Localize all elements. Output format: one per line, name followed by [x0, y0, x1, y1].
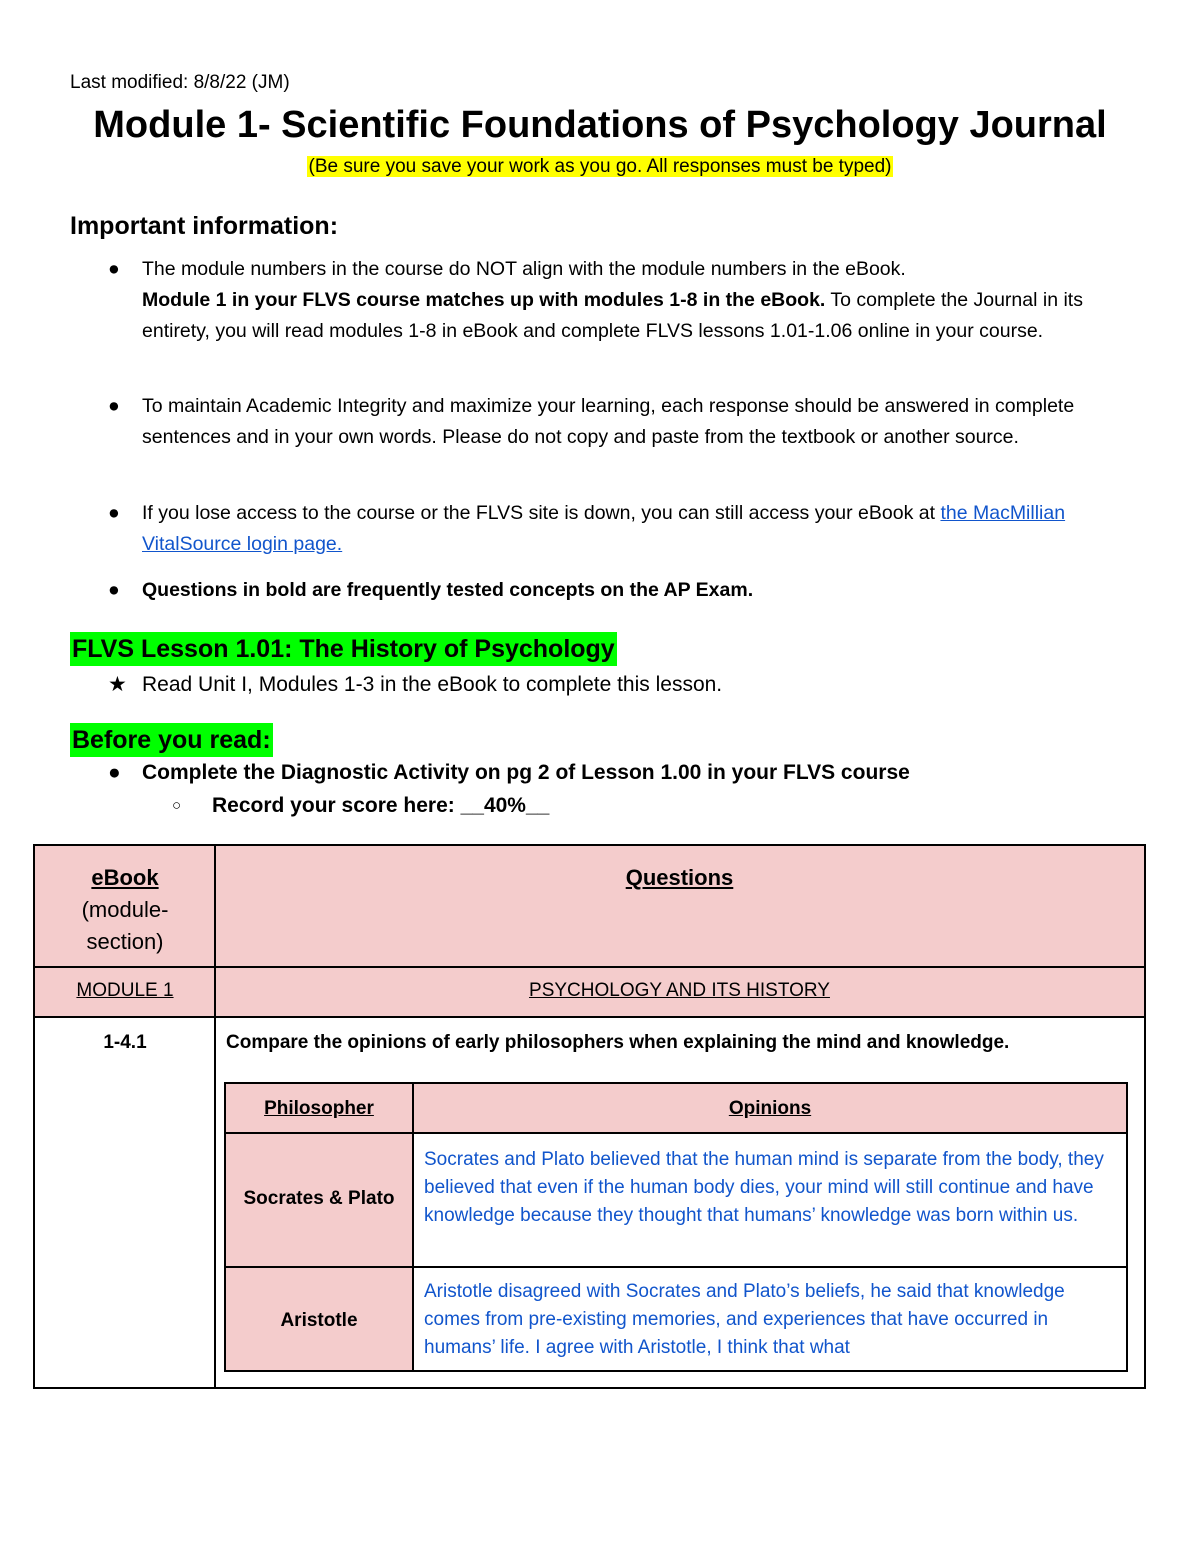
diagnostic-task	[108, 761, 910, 785]
ebook-header-line3: section)	[86, 929, 164, 954]
bullet-text	[142, 254, 1132, 347]
philosopher-name: Aristotle	[280, 1310, 358, 1331]
last-modified: Last modified: 8/8/22 (JM)	[70, 72, 290, 93]
lesson-heading: FLVS Lesson 1.01: The History of Psychology	[70, 632, 617, 666]
column-divider	[214, 846, 216, 1387]
row-divider	[35, 1016, 1144, 1018]
score-record	[172, 794, 549, 818]
philosopher-header-cell	[226, 1084, 412, 1132]
philosopher-cell	[226, 1134, 412, 1266]
philosopher-name: Socrates & Plato	[243, 1188, 395, 1209]
bullet-1-line1: The module numbers in the course do NOT align with the module numbers in the eBook.	[142, 258, 906, 280]
lesson-read-note	[108, 672, 722, 697]
section-cell	[35, 1018, 215, 1388]
ebook-header-line1: eBook	[91, 865, 159, 890]
bullet-dot-icon: ●	[108, 258, 120, 280]
philosopher-cell	[226, 1268, 412, 1370]
info-bullet-4	[108, 575, 1118, 606]
bullet-dot-icon: ●	[108, 761, 121, 784]
bullet-dot-icon: ●	[108, 502, 120, 524]
row-divider	[226, 1266, 1126, 1268]
opinions-header: Opinions	[728, 1098, 812, 1119]
opinion-cell	[414, 1134, 1126, 1266]
opinion-cell	[414, 1268, 1126, 1370]
star-icon: ★	[108, 673, 127, 696]
bullet-4-text: Questions in bold are frequently tested concepts on the AP Exam.	[142, 579, 754, 601]
opinion-text[interactable]: Socrates and Plato believed that the human mind is separate from the body, they believed that even if the human body dies, your mind will still continue and have knowledge because they thought that humans’ knowledge was born within us.	[424, 1149, 1104, 1226]
subtitle-wrap	[0, 156, 1200, 178]
hollow-bullet-icon: ○	[172, 797, 182, 814]
module-title-cell	[215, 968, 1144, 1016]
module-label: MODULE 1	[76, 980, 174, 1001]
vitalsource-login-link[interactable]: the MacMillian VitalSource login page.	[142, 502, 1066, 555]
philosopher-header: Philosopher	[264, 1098, 374, 1119]
column-divider	[412, 1084, 414, 1370]
score-text[interactable]: Record your score here: __40%__	[212, 794, 550, 817]
bullet-1-rest: To complete the Journal in its entirety, you will read modules 1-8 in eBook and complete FLVS lessons 1.01-1.06 online in your course.	[142, 289, 1083, 342]
bullet-3-text	[142, 498, 1132, 560]
read-note-text: Read Unit I, Modules 1-3 in the eBook to complete this lesson.	[142, 673, 723, 696]
opinions-header-cell	[414, 1084, 1126, 1132]
info-bullet-1	[108, 254, 1118, 378]
diagnostic-task-text: Complete the Diagnostic Activity on pg 2 of Lesson 1.00 in your FLVS course	[142, 761, 910, 784]
bullet-3-body: If you lose access to the course or the FLVS site is down, you can still access your eBook at	[142, 502, 941, 524]
ebook-header-line2: (module-	[81, 897, 169, 922]
table-header-ebook	[35, 846, 215, 966]
row-divider	[226, 1132, 1126, 1134]
philosopher-table	[224, 1082, 1128, 1372]
page-title: Module 1- Scientific Foundations of Psychology Journal	[93, 104, 1107, 146]
module-title: PSYCHOLOGY AND ITS HISTORY	[529, 980, 830, 1001]
subtitle: (Be sure you save your work as you go. All responses must be typed)	[308, 156, 892, 177]
bullet-dot-icon: ●	[108, 579, 120, 601]
row-divider	[35, 966, 1144, 968]
module-label-cell	[35, 968, 215, 1016]
bullet-1-bold: Module 1 in your FLVS course matches up with modules 1-8 in the eBook.	[142, 289, 826, 311]
questions-header: Questions	[625, 865, 734, 890]
important-heading: Important information:	[70, 212, 339, 240]
opinion-text[interactable]: Aristotle disagreed with Socrates and Plato’s beliefs, he said that knowledge comes from pre-existing memories, and experiences that have occurred in humans’ life. I agree with Aristotle, I think that what	[424, 1281, 1065, 1358]
question-text: Compare the opinions of early philosophers when explaining the mind and knowledge.	[226, 1032, 1010, 1053]
info-bullet-2	[108, 391, 1118, 484]
table-header-questions	[215, 846, 1144, 966]
bullet-2-text: To maintain Academic Integrity and maximize your learning, each response should be answered in complete sentences and in your own words. Please do not copy and paste from the textbook or another source.	[142, 395, 1075, 448]
bullet-dot-icon: ●	[108, 395, 120, 417]
info-bullet-3	[108, 498, 1118, 560]
before-read-heading: Before you read:	[70, 723, 273, 757]
section-number: 1-4.1	[103, 1032, 147, 1053]
